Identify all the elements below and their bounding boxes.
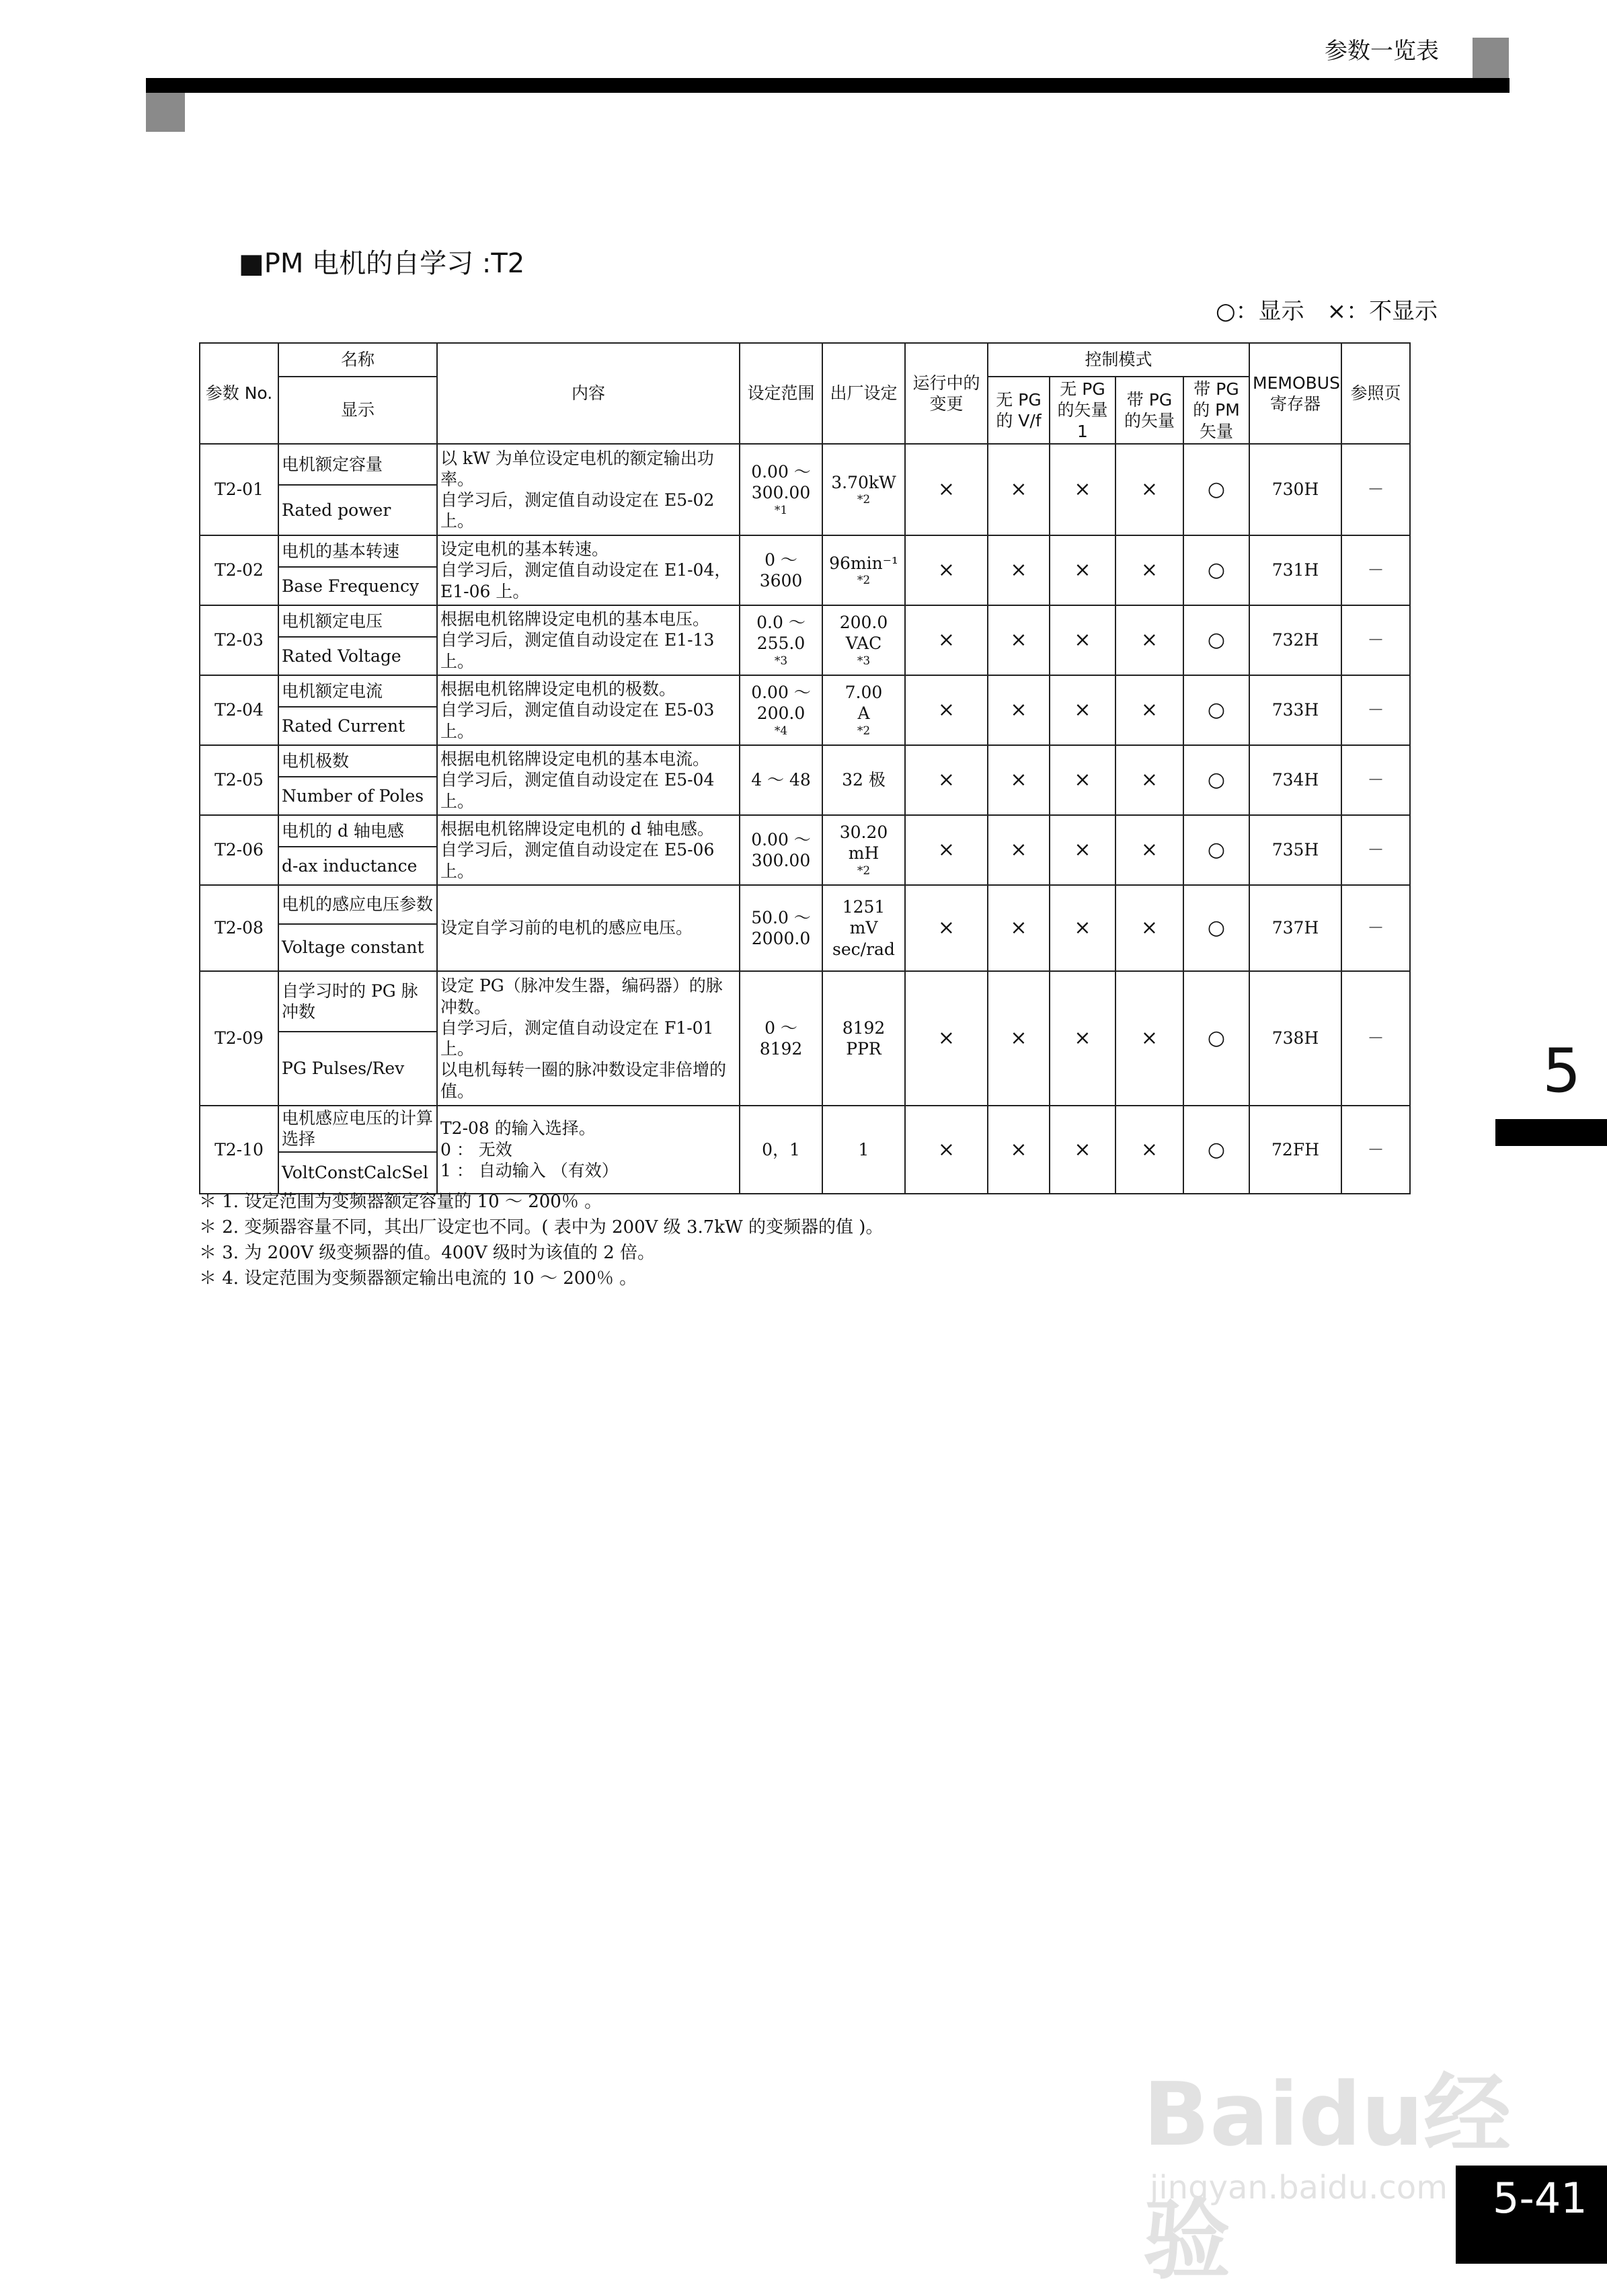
table-row (200, 675, 1410, 707)
param-default-cell: 200.0 VAC *3 (822, 605, 905, 675)
footnote-ref: *2 (857, 493, 871, 506)
param-register-cell: 737H (1249, 885, 1341, 971)
mode-symbol-cell: × (988, 815, 1050, 885)
footnote-ref: *2 (857, 574, 871, 587)
footnote-ref: *3 (857, 654, 871, 668)
mode-symbol-cell: × (1115, 1106, 1183, 1194)
param-range-cell: 0.0 ～ 255.0 *3 (740, 605, 822, 675)
param-no-cell: T2-02 (200, 535, 278, 605)
param-ref-cell: － (1341, 1106, 1410, 1194)
param-no-cell: T2-08 (200, 885, 278, 971)
mode-symbol-cell: × (988, 444, 1050, 535)
header-title: 参数一览表 (1325, 38, 1439, 65)
param-register-cell: 72FH (1249, 1106, 1341, 1194)
param-register-cell: 731H (1249, 535, 1341, 605)
param-register-cell: 730H (1249, 444, 1341, 535)
footnote-ref: *2 (857, 864, 871, 878)
mode-symbol-cell: × (905, 1106, 988, 1194)
mode-symbol-cell: × (1115, 885, 1183, 971)
header-ref-page: 参照页 (1341, 343, 1410, 444)
table-row (200, 815, 1410, 847)
mode-symbol-cell: × (905, 605, 988, 675)
header-mode-pm-vector: 带 PG 的 PM 矢量 (1183, 377, 1249, 444)
param-content-cell: 根据电机铭牌设定电机的极数。 自学习后，测定值自动设定在 E5-03 上。 (437, 675, 740, 745)
mode-symbol-cell: × (1050, 971, 1115, 1106)
param-display-name-cell: Rated Current (278, 707, 437, 745)
mode-symbol-cell: × (905, 745, 988, 815)
mode-symbol-cell: ○ (1183, 444, 1249, 535)
param-range-cell: 4 ～ 48 (740, 745, 822, 815)
param-default-cell: 30.20 mH *2 (822, 815, 905, 885)
param-ref-cell: － (1341, 535, 1410, 605)
mode-symbol-cell: × (1050, 1106, 1115, 1194)
mode-symbol-cell: × (1050, 444, 1115, 535)
header-default: 出厂设定 (822, 343, 905, 444)
param-name-cn-cell: 电机极数 (278, 745, 437, 777)
param-no-cell: T2-06 (200, 815, 278, 885)
param-default-cell: 1251 mV sec/rad (822, 885, 905, 971)
mode-symbol-cell: ○ (1183, 675, 1249, 745)
param-register-cell: 738H (1249, 971, 1341, 1106)
param-content-cell: 设定 PG（脉冲发生器，编码器）的脉冲数。 自学习后，测定值自动设定在 F1-01 上。 以电机每转一圈的脉冲数设定非倍增的值。 (437, 971, 740, 1106)
param-no-cell: T2-10 (200, 1106, 278, 1194)
param-range-cell: 0.00 ～ 300.00 *1 (740, 444, 822, 535)
param-content-cell: 根据电机铭牌设定电机的 d 轴电感。 自学习后，测定值自动设定在 E5-06 上。 (437, 815, 740, 885)
mode-symbol-cell: × (988, 535, 1050, 605)
mode-symbol-cell: × (1115, 815, 1183, 885)
page-number: 5-41 (1493, 2174, 1588, 2223)
footnote: ＊ 3. 为 200V 级变频器的值。400V 级时为该值的 2 倍。 (199, 1243, 656, 1263)
param-display-name-cell: Rated power (278, 485, 437, 535)
header-control-modes: 控制模式 (988, 343, 1249, 377)
mode-symbol-cell: × (988, 885, 1050, 971)
param-name-cn-cell: 电机的基本转速 (278, 535, 437, 567)
footnote: ＊ 1. 设定范围为变频器额定容量的 10 ～ 200％ 。 (199, 1192, 602, 1212)
header-name: 名称 (278, 343, 437, 377)
mode-symbol-cell: × (1050, 675, 1115, 745)
header-decor-square (1473, 38, 1509, 78)
param-display-name-cell: Voltage constant (278, 924, 437, 971)
mode-symbol-cell: × (988, 675, 1050, 745)
parameter-table (199, 342, 1411, 1194)
param-no-cell: T2-09 (200, 971, 278, 1106)
param-register-cell: 733H (1249, 675, 1341, 745)
mode-symbol-cell: ○ (1183, 745, 1249, 815)
mode-symbol-cell: × (1115, 745, 1183, 815)
param-name-cn-cell: 电机的感应电压参数 (278, 885, 437, 924)
param-name-cn-cell: 电机感应电压的计算选择 (278, 1106, 437, 1152)
mode-symbol-cell: × (1115, 444, 1183, 535)
header-display: 显示 (278, 377, 437, 444)
param-name-cn-cell: 电机额定电压 (278, 605, 437, 637)
param-default-cell: 96min⁻¹ *2 (822, 535, 905, 605)
param-name-cn-cell: 电机额定容量 (278, 444, 437, 485)
param-content-cell: 设定自学习前的电机的感应电压。 (437, 885, 740, 971)
param-default-cell: 32 极 (822, 745, 905, 815)
left-decor-square (146, 93, 185, 132)
param-content-cell: 根据电机铭牌设定电机的基本电压。 自学习后，测定值自动设定在 E1-13 上。 (437, 605, 740, 675)
param-range-cell: 50.0 ～ 2000.0 (740, 885, 822, 971)
param-register-cell: 732H (1249, 605, 1341, 675)
mode-symbol-cell: × (988, 1106, 1050, 1194)
param-name-cn-cell: 自学习时的 PG 脉冲数 (278, 971, 437, 1032)
param-range-cell: 0 ～ 8192 (740, 971, 822, 1106)
header-range: 设定范围 (740, 343, 822, 444)
param-register-cell: 735H (1249, 815, 1341, 885)
param-display-name-cell: Number of Poles (278, 777, 437, 815)
header-change-running: 运行中的变更 (905, 343, 988, 444)
header-mode-vector1: 无 PG 的矢量 1 (1050, 377, 1115, 444)
param-name-cn-cell: 电机的 d 轴电感 (278, 815, 437, 847)
param-ref-cell: － (1341, 675, 1410, 745)
header-param-no: 参数 No. (200, 343, 278, 444)
param-no-cell: T2-03 (200, 605, 278, 675)
param-ref-cell: － (1341, 605, 1410, 675)
param-display-name-cell: d-ax inductance (278, 847, 437, 885)
mode-symbol-cell: × (905, 444, 988, 535)
table-row (200, 535, 1410, 567)
param-no-cell: T2-05 (200, 745, 278, 815)
mode-symbol-cell: × (988, 605, 1050, 675)
param-content-cell: T2-08 的输入选择。 0 ： 无效 1 ： 自动输入 （有效） (437, 1106, 740, 1194)
header-bar (146, 78, 1510, 93)
param-range-cell: 0 ～ 3600 (740, 535, 822, 605)
param-range-cell: 0.00 ～ 300.00 (740, 815, 822, 885)
footnote-ref: *3 (774, 654, 788, 668)
param-no-cell: T2-04 (200, 675, 278, 745)
param-display-name-cell: PG Pulses/Rev (278, 1032, 437, 1106)
mode-symbol-cell: × (905, 815, 988, 885)
mode-symbol-cell: × (1050, 535, 1115, 605)
param-default-cell: 1 (822, 1106, 905, 1194)
table-row (200, 444, 1410, 485)
mode-symbol-cell: × (1050, 815, 1115, 885)
footnote: ＊ 4. 设定范围为变频器额定输出电流的 10 ～ 200％ 。 (199, 1268, 637, 1289)
param-display-name-cell: Rated Voltage (278, 637, 437, 675)
mode-symbol-cell: ○ (1183, 535, 1249, 605)
table-row (200, 971, 1410, 1032)
footnote-ref: *2 (857, 724, 871, 738)
mode-symbol-cell: × (1115, 675, 1183, 745)
param-content-cell: 设定电机的基本转速。 自学习后，测定值自动设定在 E1-04，E1-06 上。 (437, 535, 740, 605)
param-display-name-cell: VoltConstCalcSel (278, 1152, 437, 1194)
footnote-ref: *1 (774, 503, 788, 517)
symbol-legend: ○：显示 ×：不显示 (1216, 298, 1438, 325)
mode-symbol-cell: × (1050, 745, 1115, 815)
mode-symbol-cell: × (1050, 885, 1115, 971)
mode-symbol-cell: ○ (1183, 971, 1249, 1106)
mode-symbol-cell: ○ (1183, 1106, 1249, 1194)
param-ref-cell: － (1341, 745, 1410, 815)
mode-symbol-cell: × (1115, 971, 1183, 1106)
chapter-tab-bar (1495, 1119, 1607, 1146)
mode-symbol-cell: × (905, 971, 988, 1106)
param-ref-cell: － (1341, 815, 1410, 885)
mode-symbol-cell: × (905, 885, 988, 971)
mode-symbol-cell: ○ (1183, 605, 1249, 675)
param-default-cell: 3.70kW *2 (822, 444, 905, 535)
header-content: 内容 (437, 343, 740, 444)
param-ref-cell: － (1341, 444, 1410, 535)
footnote-ref: *4 (774, 724, 788, 738)
param-content-cell: 根据电机铭牌设定电机的基本电流。 自学习后，测定值自动设定在 E5-04 上。 (437, 745, 740, 815)
mode-symbol-cell: ○ (1183, 885, 1249, 971)
header-mode-vf: 无 PG 的 V/f (988, 377, 1050, 444)
param-range-cell: 0，1 (740, 1106, 822, 1194)
mode-symbol-cell: × (1050, 605, 1115, 675)
header-mode-pg-vector: 带 PG 的矢量 (1115, 377, 1183, 444)
footnotes (199, 1189, 883, 1291)
param-content-cell: 以 kW 为单位设定电机的额定输出功率。 自学习后，测定值自动设定在 E5-02 上。 (437, 444, 740, 535)
watermark-text: Baidu经验 (1143, 2063, 1511, 2291)
param-register-cell: 734H (1249, 745, 1341, 815)
watermark-url: jingyan.baidu.com (1150, 2169, 1448, 2207)
header-memobus: MEMOBUS 寄存器 (1249, 343, 1341, 444)
param-ref-cell: － (1341, 885, 1410, 971)
table-row (200, 605, 1410, 637)
param-display-name-cell: Base Frequency (278, 567, 437, 605)
param-ref-cell: － (1341, 971, 1410, 1106)
table-row (200, 1106, 1410, 1152)
mode-symbol-cell: × (1115, 535, 1183, 605)
footnote: ＊ 2. 变频器容量不同，其出厂设定也不同。( 表中为 200V 级 3.7kW 的变频器的值 )。 (199, 1217, 884, 1237)
param-default-cell: 8192 PPR (822, 971, 905, 1106)
mode-symbol-cell: × (988, 745, 1050, 815)
table-row (200, 885, 1410, 924)
mode-symbol-cell: × (905, 675, 988, 745)
mode-symbol-cell: × (905, 535, 988, 605)
table-row (200, 745, 1410, 777)
param-default-cell: 7.00 A *2 (822, 675, 905, 745)
param-range-cell: 0.00 ～ 200.0 *4 (740, 675, 822, 745)
param-no-cell: T2-01 (200, 444, 278, 535)
param-name-cn-cell: 电机额定电流 (278, 675, 437, 707)
section-title: ■PM 电机的自学习 :T2 (239, 248, 525, 279)
mode-symbol-cell: ○ (1183, 815, 1249, 885)
mode-symbol-cell: × (988, 971, 1050, 1106)
mode-symbol-cell: × (1115, 605, 1183, 675)
chapter-number: 5 (1542, 1036, 1581, 1106)
